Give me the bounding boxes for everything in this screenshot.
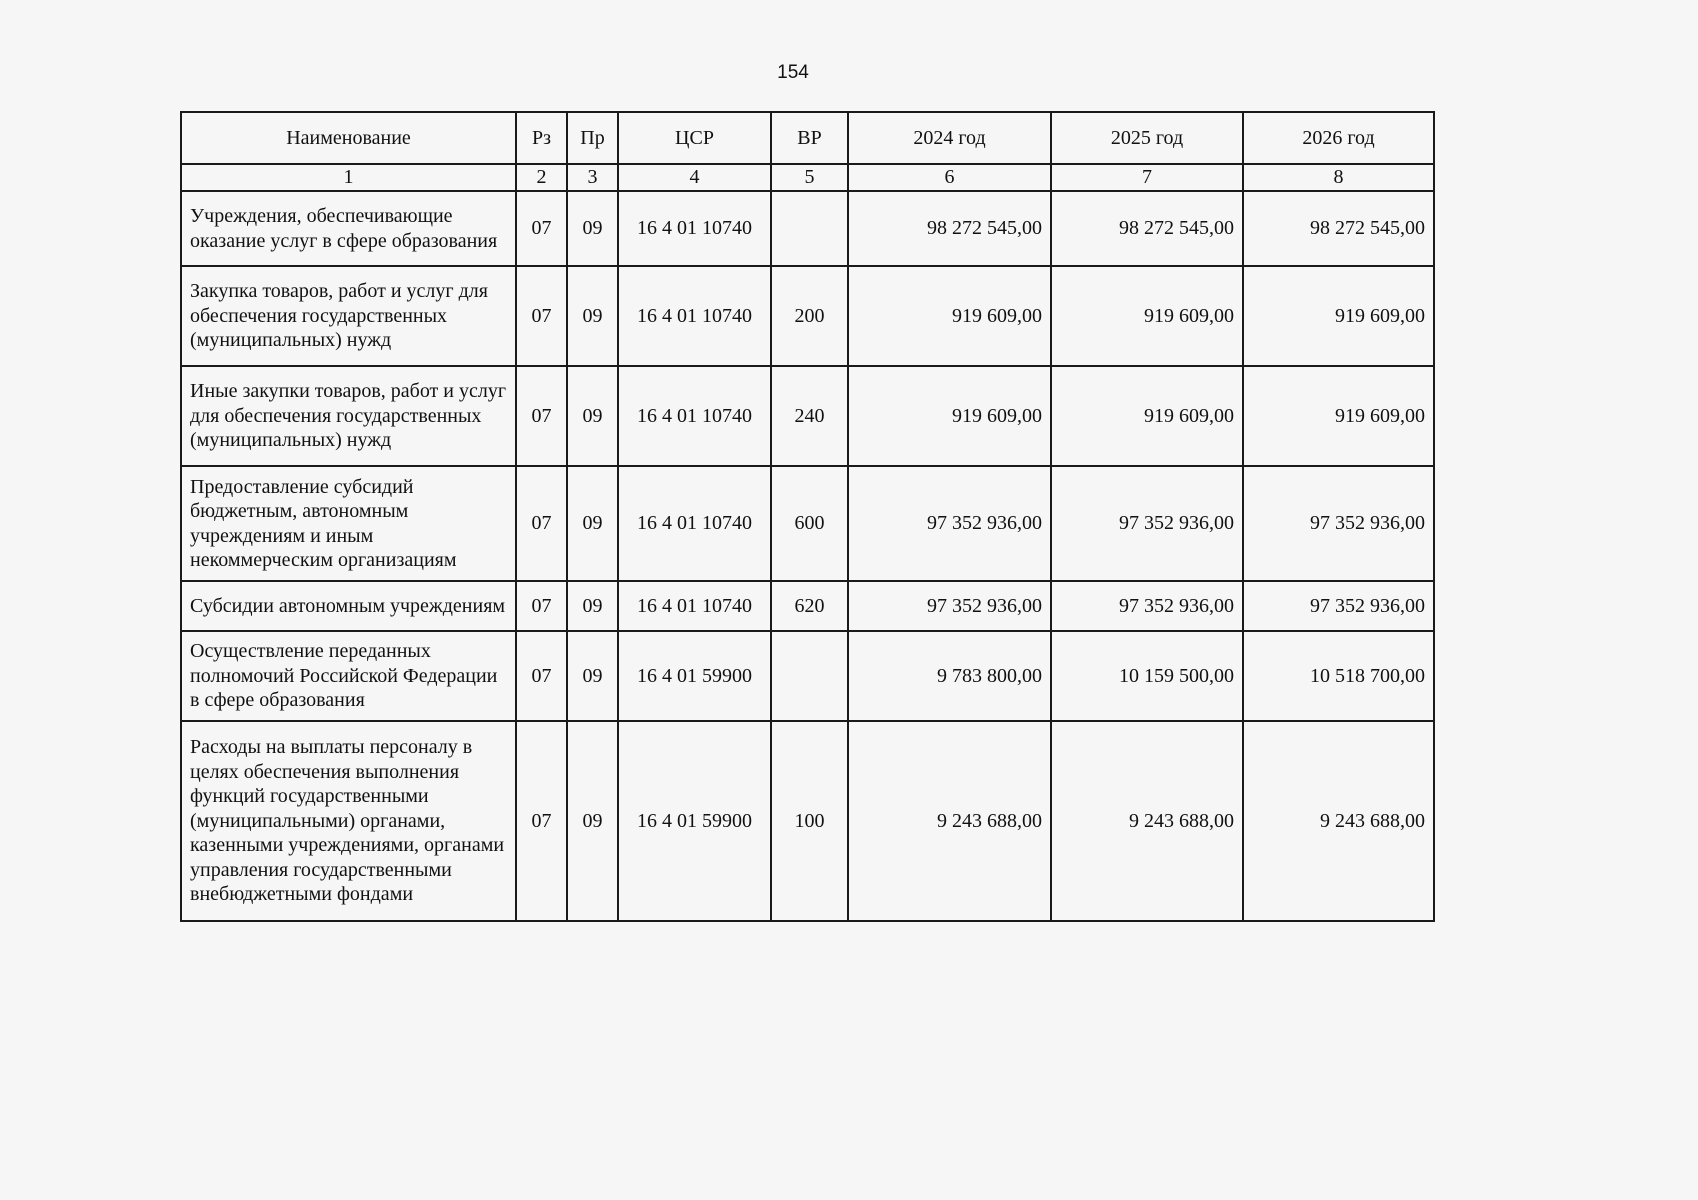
row-2025: 10 159 500,00 (1051, 631, 1243, 721)
row-rz: 07 (516, 266, 567, 366)
row-csr: 16 4 01 59900 (618, 631, 771, 721)
row-name: Иные закупки товаров, работ и услуг для обеспечения государственных (муниципальных) нужд (181, 366, 516, 466)
row-vr: 200 (771, 266, 848, 366)
header-vr: ВР (771, 112, 848, 164)
row-csr: 16 4 01 10740 (618, 191, 771, 266)
row-pr: 09 (567, 366, 618, 466)
header-csr: ЦСР (618, 112, 771, 164)
column-number: 2 (516, 164, 567, 191)
row-pr: 09 (567, 721, 618, 921)
row-name: Закупка товаров, работ и услуг для обеспечения государственных (муниципальных) нужд (181, 266, 516, 366)
row-2025: 97 352 936,00 (1051, 581, 1243, 631)
header-name: Наименование (181, 112, 516, 164)
row-name: Учреждения, обеспечивающие оказание услуг в сфере образования (181, 191, 516, 266)
row-vr: 240 (771, 366, 848, 466)
table-row (181, 366, 1434, 466)
row-vr (771, 191, 848, 266)
row-2026: 9 243 688,00 (1243, 721, 1434, 921)
row-pr: 09 (567, 631, 618, 721)
row-csr: 16 4 01 10740 (618, 266, 771, 366)
table-row (181, 466, 1434, 581)
header-row (181, 112, 1434, 164)
column-number: 8 (1243, 164, 1434, 191)
row-vr: 600 (771, 466, 848, 581)
row-pr: 09 (567, 581, 618, 631)
row-2025: 9 243 688,00 (1051, 721, 1243, 921)
row-2024: 9 783 800,00 (848, 631, 1051, 721)
column-number-row (181, 164, 1434, 191)
row-2024: 98 272 545,00 (848, 191, 1051, 266)
table-row (181, 191, 1434, 266)
column-number: 6 (848, 164, 1051, 191)
table-row (181, 631, 1434, 721)
column-number: 5 (771, 164, 848, 191)
row-rz: 07 (516, 631, 567, 721)
row-csr: 16 4 01 10740 (618, 466, 771, 581)
table-row (181, 721, 1434, 921)
table-row (181, 581, 1434, 631)
row-2026: 919 609,00 (1243, 266, 1434, 366)
row-2026: 98 272 545,00 (1243, 191, 1434, 266)
row-2024: 9 243 688,00 (848, 721, 1051, 921)
row-2025: 98 272 545,00 (1051, 191, 1243, 266)
row-pr: 09 (567, 466, 618, 581)
row-name: Осуществление переданных полномочий Российской Федерации в сфере образования (181, 631, 516, 721)
row-2026: 97 352 936,00 (1243, 466, 1434, 581)
header-2026: 2026 год (1243, 112, 1434, 164)
row-rz: 07 (516, 191, 567, 266)
row-csr: 16 4 01 10740 (618, 581, 771, 631)
row-vr (771, 631, 848, 721)
row-rz: 07 (516, 366, 567, 466)
row-2024: 97 352 936,00 (848, 466, 1051, 581)
row-2024: 919 609,00 (848, 366, 1051, 466)
table-row (181, 266, 1434, 366)
row-vr: 100 (771, 721, 848, 921)
page-number: 154 (777, 62, 809, 83)
row-name: Расходы на выплаты персоналу в целях обеспечения выполнения функций государственными (муниципальными) органами, казенными учреждениями, органами управления государственными внебюджетными фондами (181, 721, 516, 921)
row-csr: 16 4 01 10740 (618, 366, 771, 466)
row-name: Субсидии автономным учреждениям (181, 581, 516, 631)
row-2024: 97 352 936,00 (848, 581, 1051, 631)
column-number: 1 (181, 164, 516, 191)
row-rz: 07 (516, 581, 567, 631)
column-number: 4 (618, 164, 771, 191)
row-pr: 09 (567, 266, 618, 366)
row-rz: 07 (516, 466, 567, 581)
row-2024: 919 609,00 (848, 266, 1051, 366)
row-2026: 10 518 700,00 (1243, 631, 1434, 721)
row-csr: 16 4 01 59900 (618, 721, 771, 921)
row-2026: 97 352 936,00 (1243, 581, 1434, 631)
row-2026: 919 609,00 (1243, 366, 1434, 466)
row-name: Предоставление субсидий бюджетным, автономным учреждениям и иным некоммерческим организациям (181, 466, 516, 581)
row-2025: 919 609,00 (1051, 366, 1243, 466)
row-rz: 07 (516, 721, 567, 921)
column-number: 3 (567, 164, 618, 191)
row-2025: 97 352 936,00 (1051, 466, 1243, 581)
header-pr: Пр (567, 112, 618, 164)
row-vr: 620 (771, 581, 848, 631)
row-pr: 09 (567, 191, 618, 266)
header-2024: 2024 год (848, 112, 1051, 164)
header-2025: 2025 год (1051, 112, 1243, 164)
header-rz: Рз (516, 112, 567, 164)
column-number: 7 (1051, 164, 1243, 191)
row-2025: 919 609,00 (1051, 266, 1243, 366)
budget-table (180, 111, 1435, 922)
